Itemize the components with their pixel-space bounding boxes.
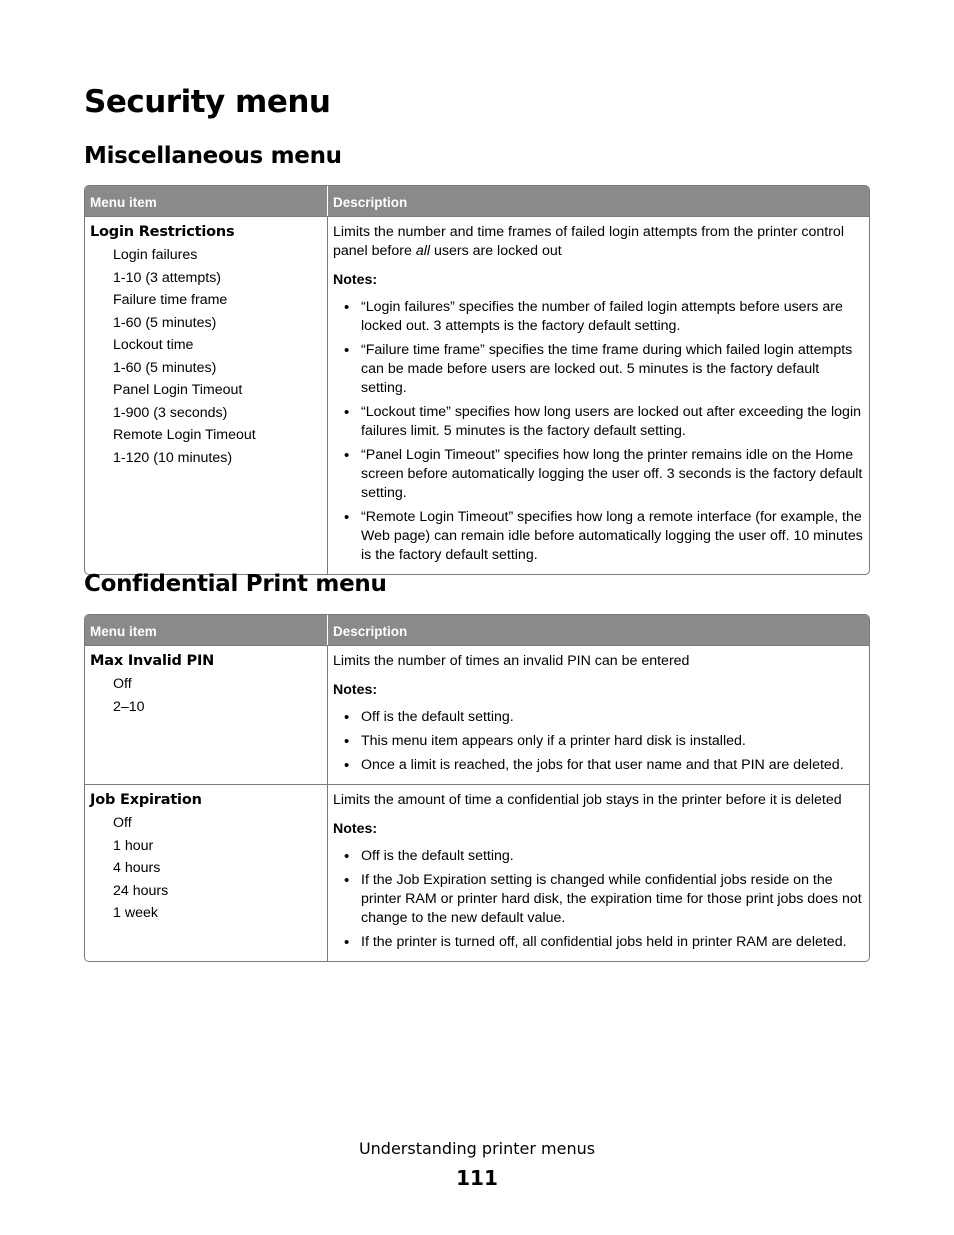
description-cell xyxy=(328,785,869,961)
note-item: • If the Job Expiration setting is changed while confidential jobs reside on the printer RAM or printer hard disk, the expiration time for those print jobs does not change to the new default value. xyxy=(333,871,864,928)
note-item: • Off is the default setting. xyxy=(333,847,864,866)
description-text-part: Limits the number and time frames of failed login attempts from the printer control panel before xyxy=(333,224,844,259)
description-text: Limits the number of times an invalid PIN can be entered xyxy=(333,653,690,669)
description-emphasis: all xyxy=(415,243,431,259)
description-text-part: users are locked out xyxy=(430,243,562,259)
menu-item-cell xyxy=(85,785,328,961)
note-item: • “Login failures” specifies the number of failed login attempts before users are locked out. 3 attempts is the factory default setting. xyxy=(333,298,864,336)
miscellaneous-menu-table xyxy=(84,185,870,575)
confidential-print-menu-table xyxy=(84,614,870,962)
menu-option: Lockout time xyxy=(113,337,194,353)
menu-option: 24 hours xyxy=(113,882,169,899)
notes-label: Notes: xyxy=(333,821,378,837)
menu-option: 1-60 (5 minutes) xyxy=(113,314,217,331)
table-header xyxy=(85,615,869,645)
notes-label: Notes: xyxy=(333,682,378,698)
menu-option: 2–10 xyxy=(113,698,145,715)
menu-item-cell xyxy=(85,217,328,574)
column-header-description: Description xyxy=(333,624,408,639)
menu-option: 4 hours xyxy=(113,860,161,876)
column-header-menu-item: Menu item xyxy=(85,615,328,645)
miscellaneous-menu-heading: Miscellaneous menu xyxy=(84,143,342,169)
menu-item-name: Job Expiration xyxy=(90,792,202,808)
description-text xyxy=(333,223,864,261)
table-row xyxy=(85,645,869,784)
menu-option: 1 week xyxy=(113,905,158,921)
menu-item-name: Max Invalid PIN xyxy=(90,653,215,669)
column-header-menu-item: Menu item xyxy=(85,186,328,216)
note-item: • “Failure time frame” specifies the time frame during which failed login attempts can be made before users are locked out. 5 minutes is the factory default setting. xyxy=(333,341,864,398)
table-header xyxy=(85,186,869,216)
page-number: 111 xyxy=(456,1166,498,1190)
menu-item-name: Login Restrictions xyxy=(90,224,235,240)
note-item: • “Remote Login Timeout” specifies how long a remote interface (for example, the Web page) can remain idle before automatically logging the user off. 10 minutes is the factory default setting. xyxy=(333,508,864,565)
menu-option: 1-120 (10 minutes) xyxy=(113,449,233,466)
footer-chapter-label: Understanding printer menus xyxy=(358,1139,596,1158)
table-row xyxy=(85,784,869,961)
note-item: • Once a limit is reached, the jobs for that user name and that PIN are deleted. xyxy=(333,756,864,775)
note-item: • If the printer is turned off, all confidential jobs held in printer RAM are deleted. xyxy=(333,933,864,952)
notes-list xyxy=(333,708,864,775)
note-item: • Off is the default setting. xyxy=(333,708,864,727)
page-title: Security menu xyxy=(84,84,331,120)
confidential-print-menu-heading: Confidential Print menu xyxy=(84,571,387,597)
column-header-description: Description xyxy=(333,195,408,210)
notes-list xyxy=(333,298,864,565)
menu-option: Panel Login Timeout xyxy=(113,382,243,398)
menu-option: 1-900 (3 seconds) xyxy=(113,404,228,421)
menu-option: Remote Login Timeout xyxy=(113,427,256,443)
note-item: • This menu item appears only if a printer hard disk is installed. xyxy=(333,732,864,751)
menu-option: 1-60 (5 minutes) xyxy=(113,359,217,376)
notes-list xyxy=(333,847,864,952)
description-cell xyxy=(328,217,869,574)
menu-option: Off xyxy=(113,676,132,692)
notes-label: Notes: xyxy=(333,272,378,288)
description-cell xyxy=(328,646,869,784)
menu-option: Login failures xyxy=(113,247,198,263)
menu-option: Failure time frame xyxy=(113,292,228,308)
menu-option: 1 hour xyxy=(113,837,154,854)
menu-item-cell xyxy=(85,646,328,784)
note-item: • “Panel Login Timeout” specifies how long the printer remains idle on the Home screen before automatically logging the user off. 3 seconds is the factory default setting. xyxy=(333,446,864,503)
table-row xyxy=(85,216,869,574)
menu-option: Off xyxy=(113,815,132,831)
menu-option: 1-10 (3 attempts) xyxy=(113,269,222,286)
description-text: Limits the amount of time a confidential job stays in the printer before it is deleted xyxy=(333,792,842,808)
note-item: • “Lockout time” specifies how long users are locked out after exceeding the login failures limit. 5 minutes is the factory default setting. xyxy=(333,403,864,441)
